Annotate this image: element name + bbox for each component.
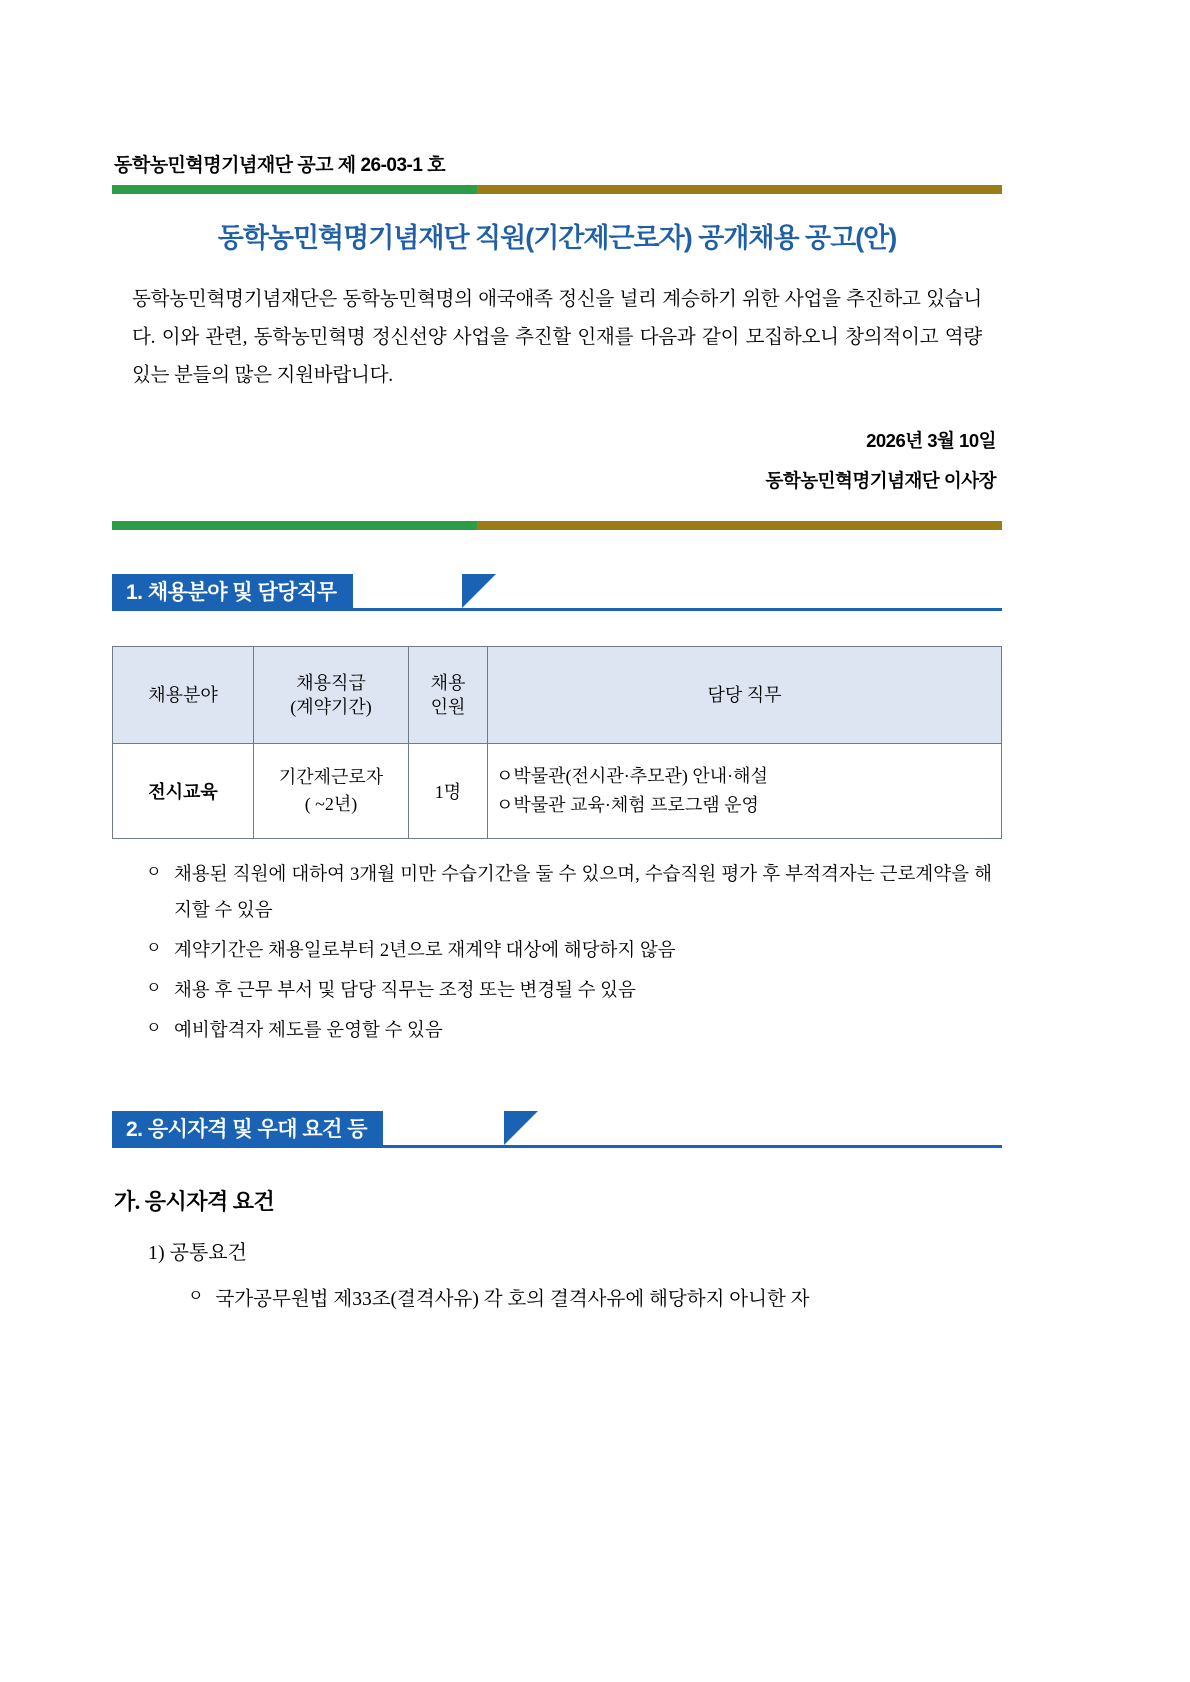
subsection-item-text: 국가공무원법 제33조(결격사유) 각 호의 결격사유에 해당하지 아니한 자: [215, 1289, 810, 1311]
list-item-text: 예비합격자 제도를 운영할 수 있음: [174, 1021, 443, 1042]
cell-grade: [254, 744, 409, 839]
column-header-field: 채용분야: [113, 647, 254, 744]
list-item: [140, 973, 992, 1009]
divider-green-segment: [112, 185, 477, 194]
divider-bar-top: [112, 185, 1002, 194]
section-2-arrow-icon: [504, 1111, 538, 1145]
list-item: [140, 1013, 992, 1049]
subsection-heading-a: 가. 응시자격 요건: [114, 1189, 275, 1215]
divider-green-segment: [112, 521, 477, 530]
list-item-text: 채용된 직원에 대하여 3개월 미만 수습기간을 둘 수 있으며, 수습직원 평가 후 부적격자는 근로계약을 해지할 수 있음: [174, 865, 992, 922]
list-item: [140, 933, 992, 969]
subsection-item: [188, 1283, 1002, 1311]
list-item-text: 계약기간은 채용일로부터 2년으로 재계약 대상에 해당하지 않음: [174, 941, 676, 962]
section-1-label: 1. 채용분야 및 담당직무: [126, 581, 337, 605]
document-body: [112, 150, 1002, 1311]
section-1-rule: [112, 608, 1002, 611]
bullet-icon: ㅇ: [188, 1288, 204, 1306]
cell-count: 1명: [409, 744, 488, 839]
column-header-count-line1: 채용: [430, 672, 466, 693]
bullet-icon: ㅇ: [146, 940, 162, 958]
cell-duty-line1: ㅇ박물관(전시관·추모관) 안내·해설: [496, 766, 768, 787]
section-heading-2: [112, 1111, 1002, 1151]
cell-grade-line2: ( ~2년): [304, 794, 358, 815]
cell-grade-line1: 기간제근로자: [278, 767, 384, 788]
section-2-rule: [112, 1145, 1002, 1148]
subsection-heading-1: 1) 공통요건: [148, 1242, 247, 1265]
divider-olive-segment: [477, 185, 1002, 194]
column-header-duty: 담당 직무: [488, 647, 1002, 744]
section-1-arrow-icon: [462, 574, 496, 608]
bullet-icon: ㅇ: [146, 980, 162, 998]
section-1-banner: [112, 574, 353, 608]
cell-duty-line2: ㅇ박물관 교육·체험 프로그램 운영: [496, 795, 759, 816]
section-2-label: 2. 응시자격 및 우대 요건 등: [126, 1118, 368, 1142]
column-header-count: [409, 647, 488, 744]
divider-bar-middle: [112, 521, 1002, 530]
signature-organization: 동학농민혁명기념재단 이사장: [765, 470, 996, 492]
page-title: 동학농민혁명기념재단 직원(기간제근로자) 공개채용 공고(안): [217, 223, 897, 253]
list-item: [140, 857, 992, 929]
intro-paragraph: 동학농민혁명기념재단은 동학농민혁명의 애국애족 정신을 널리 계승하기 위한 사업을 추진하고 있습니다. 이와 관련, 동학농민혁명 정신선양 사업을 추진할 인재를 다음과 같이 모집하오니 창의적이고 역량 있는 분들의 많은 지원바랍니다.: [132, 289, 982, 387]
bullet-icon: ㅇ: [146, 864, 162, 882]
cell-field: 전시교육: [113, 744, 254, 839]
cell-duty: [488, 744, 1002, 839]
column-header-count-line2: 인원: [430, 697, 466, 718]
notes-list: [112, 857, 1002, 1049]
signature-date: 2026년 3월 10일: [866, 430, 996, 452]
table-row: [113, 744, 1002, 839]
section-2-banner: [112, 1111, 383, 1145]
column-header-grade-line1: 채용직급: [296, 672, 366, 693]
bullet-icon: ㅇ: [146, 1020, 162, 1038]
column-header-grade: [254, 647, 409, 744]
recruitment-table: [112, 646, 1002, 839]
divider-olive-segment: [477, 521, 1002, 530]
section-heading-1: [112, 574, 1002, 614]
table-header-row: [113, 647, 1002, 744]
column-header-grade-line2: (계약기간): [290, 697, 372, 718]
notice-number: 동학농민혁명기념재단 공고 제 26-03-1 호: [114, 155, 446, 176]
list-item-text: 채용 후 근무 부서 및 담당 직무는 조정 또는 변경될 수 있음: [174, 981, 636, 1002]
